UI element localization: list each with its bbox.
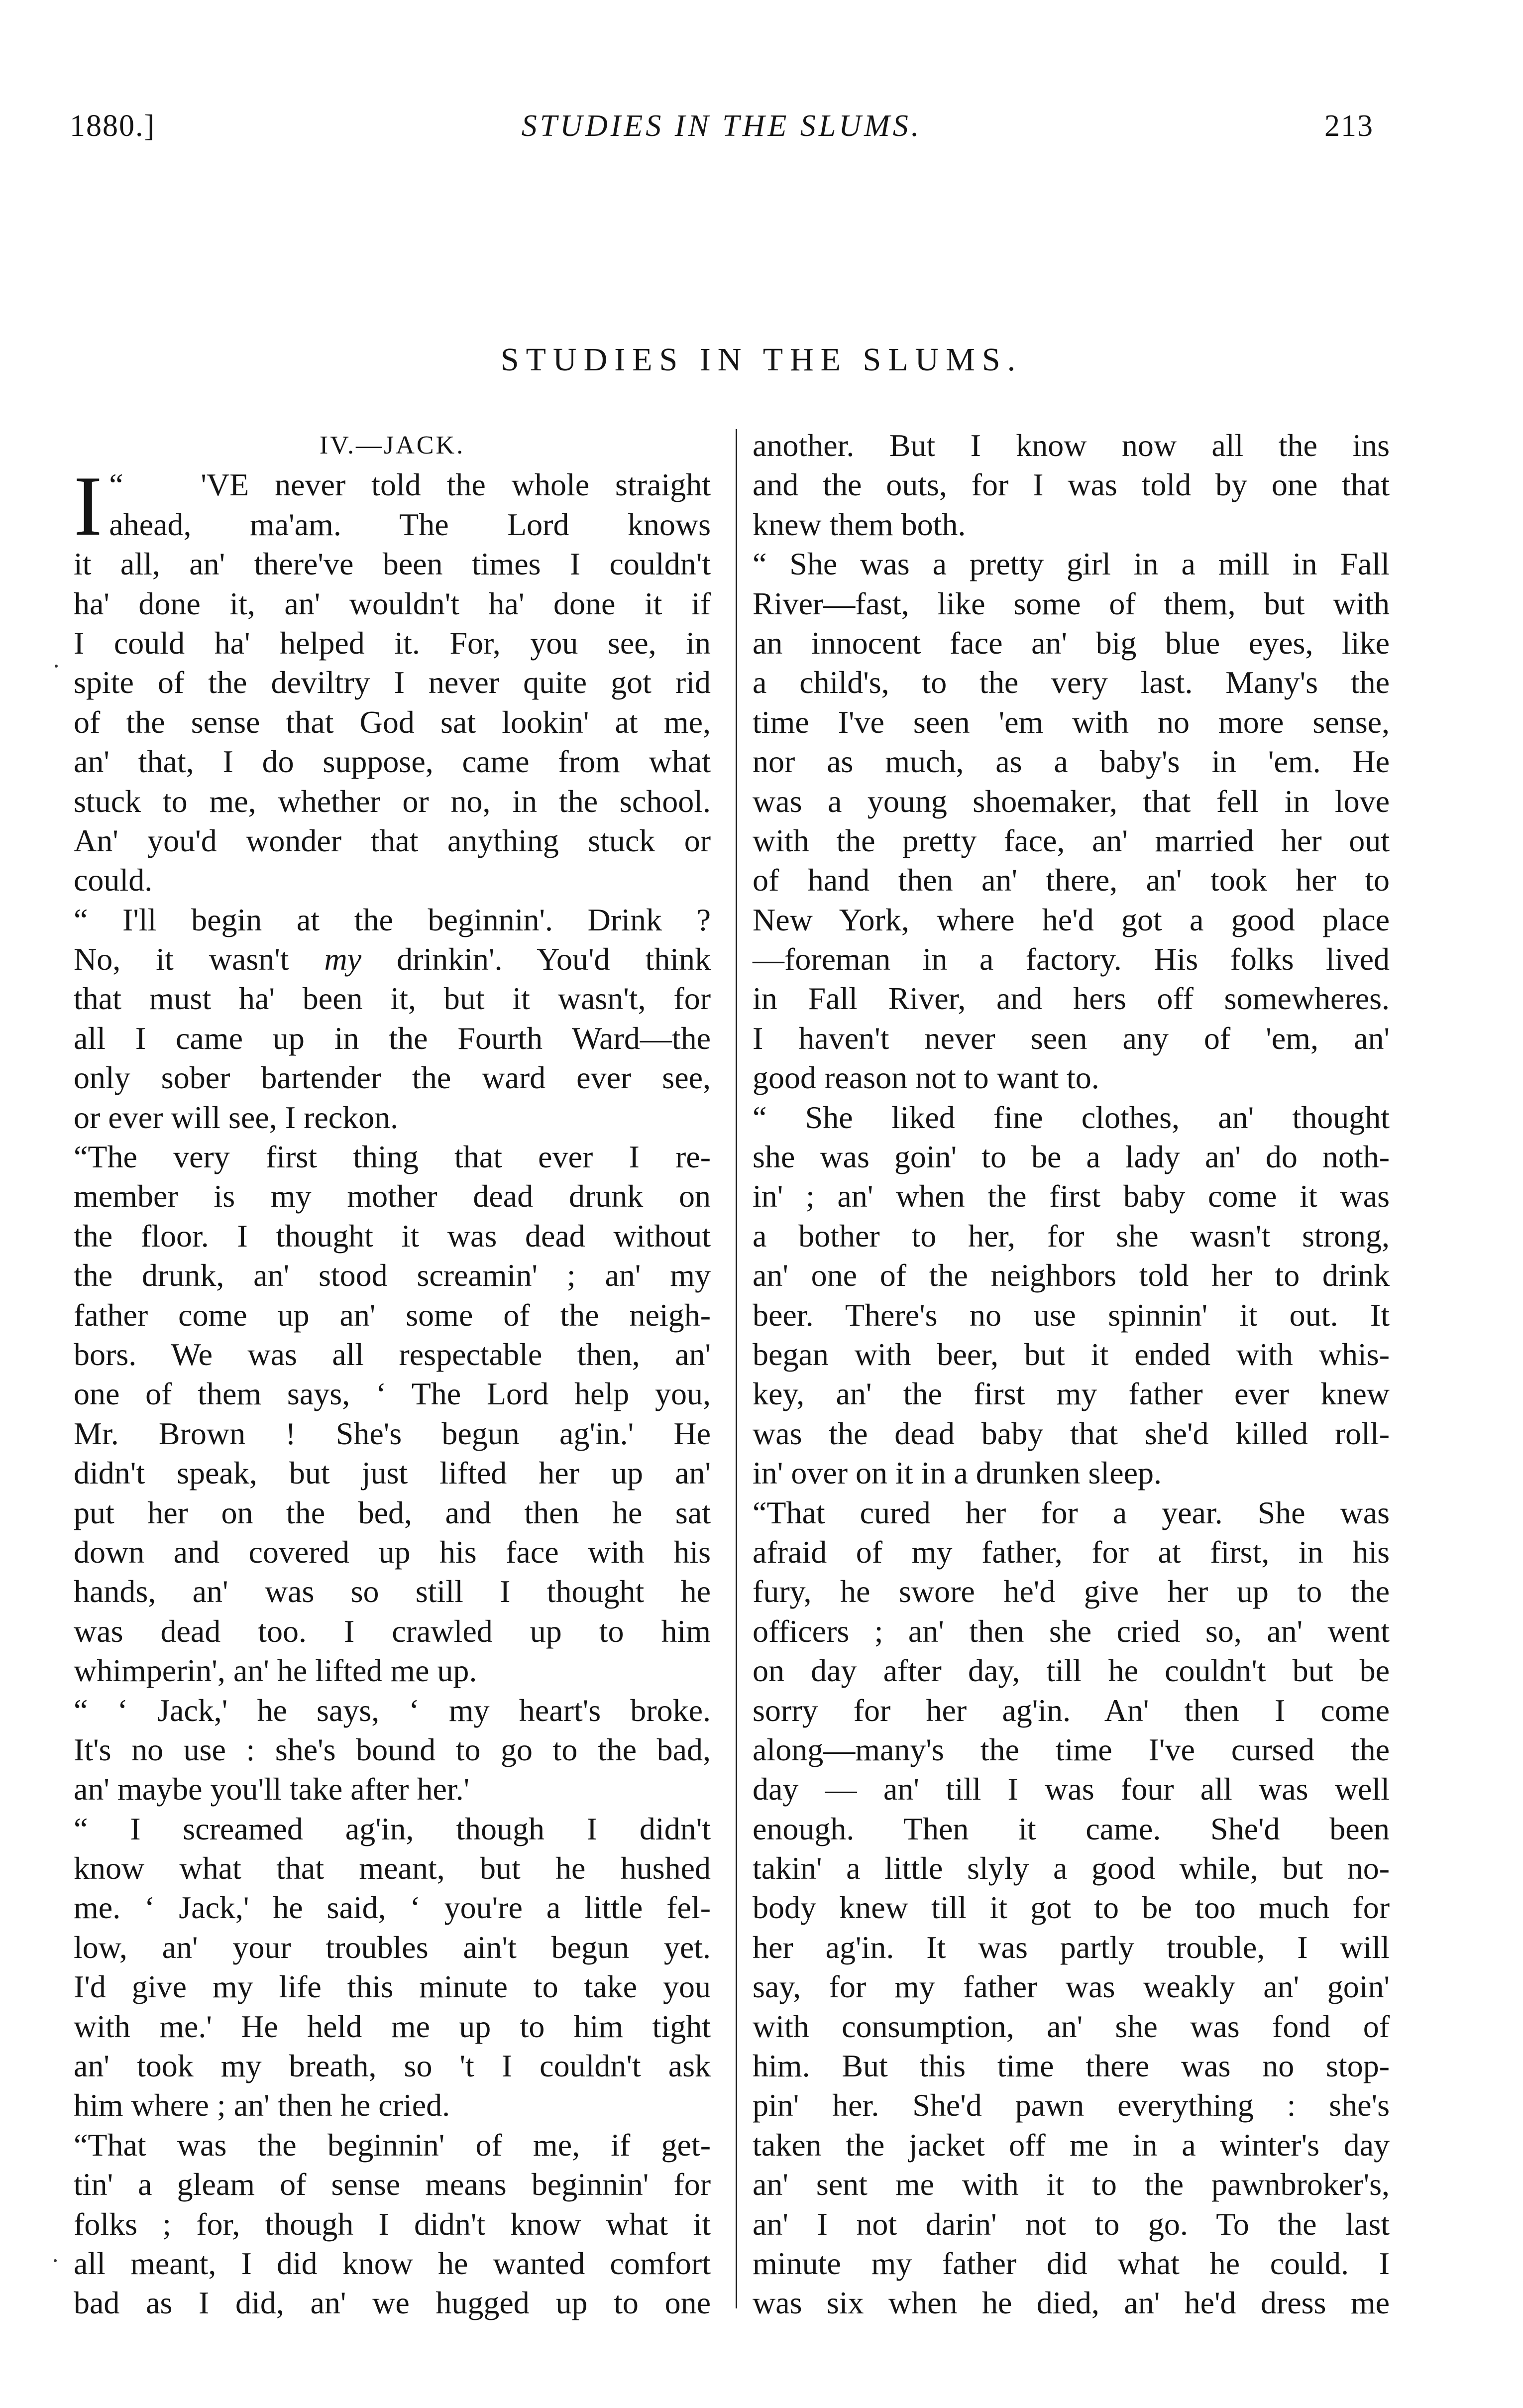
text-line: hands, an' was so still I thought he	[74, 1574, 711, 1609]
paragraph-lines	[74, 459, 711, 900]
text-line: the floor. I thought it was dead without	[74, 1218, 711, 1254]
paragraph	[753, 1493, 1390, 2323]
page-number: 213	[1324, 109, 1374, 143]
text-line: along—many's the time I've cursed the	[753, 1731, 1390, 1767]
text-line: know what that meant, but he hushed	[74, 1850, 711, 1886]
article-title: STUDIES IN THE SLUMS.	[500, 342, 1023, 378]
text-line: began with beer, but it ended with whis-	[753, 1336, 1390, 1372]
text-line: “That was the beginnin' of me, if get-	[74, 2127, 711, 2163]
text-line: only sober bartender the ward ever see,	[74, 1060, 711, 1096]
drop-cap: I	[74, 459, 103, 554]
text-line: was the dead baby that she'd killed roll-	[753, 1415, 1390, 1451]
text-line: one of them says, ‘ The Lord help you,	[74, 1376, 711, 1412]
text-line: —foreman in a factory. His folks lived	[753, 941, 1390, 977]
right-column	[753, 426, 1390, 2323]
text-line: River—fast, like some of them, but with	[753, 585, 1390, 621]
text-line: “The very first thing that ever I re-	[74, 1139, 711, 1175]
text-line: I could ha' helped it. For, you see, in	[74, 625, 711, 661]
text-line: the drunk, an' stood screamin' ; an' my	[74, 1258, 711, 1293]
running-head-title: STUDIES IN THE SLUMS.	[521, 109, 922, 143]
running-head-date: 1880.]	[70, 109, 156, 143]
text-line: father come up an' some of the neigh-	[74, 1297, 711, 1333]
text-line: knew them both.	[753, 506, 966, 542]
text-line: Mr. Brown ! She's begun ag'in.' He	[74, 1415, 711, 1451]
text-line: I'd give my life this minute to take you	[74, 1969, 711, 2005]
text-line: member is my mother dead drunk on	[74, 1178, 711, 1214]
paragraph	[74, 1691, 711, 1809]
text-line: of the sense that God sat lookin' at me,	[74, 704, 711, 740]
text-line: body knew till it got to be too much for	[753, 1890, 1390, 1926]
text-line: say, for my father was weakly an' goin'	[753, 1969, 1390, 2005]
text-line: ha' done it, an' wouldn't ha' done it if	[74, 585, 711, 621]
text-line: bad as I did, an' we hugged up to one	[74, 2285, 711, 2321]
text-line: “ I'll begin at the beginnin'. Drink ?	[74, 902, 711, 937]
paragraph	[74, 1137, 711, 1690]
text-line: could.	[74, 862, 153, 898]
text-line: “ She was a pretty girl in a mill in Fall	[753, 546, 1390, 582]
text-line: “ ‘ Jack,' he says, ‘ my heart's broke.	[74, 1692, 711, 1728]
paragraph	[753, 426, 1390, 544]
text-line: It's no use : she's bound to go to the bad,	[74, 1731, 711, 1767]
text-line: all I came up in the Fourth Ward—the	[74, 1020, 711, 1056]
text-line: beer. There's no use spinnin' it out. It	[753, 1297, 1390, 1333]
text-line: of hand then an' there, an' took her to	[753, 862, 1390, 898]
left-column	[74, 426, 711, 2323]
text-line: a bother to her, for she wasn't strong,	[753, 1218, 1390, 1254]
text-line: stuck to me, whether or no, in the school.	[74, 783, 711, 819]
column-divider	[736, 429, 737, 2308]
text-line: No, it wasn't my drinkin'. You'd think	[74, 941, 711, 977]
text-line: takin' a little slyly a good while, but no-	[753, 1850, 1390, 1886]
text-line: on day after day, till he couldn't but be	[753, 1653, 1390, 1689]
text-line: spite of the deviltry I never quite got rid	[74, 665, 711, 700]
text-line: me. ‘ Jack,' he said, ‘ you're a little fel-	[74, 1890, 711, 1926]
text-line: that must ha' been it, but it wasn't, for	[74, 981, 711, 1017]
text-line: fury, he swore he'd give her up to the	[753, 1574, 1390, 1609]
text-line: another. But I know now all the ins	[753, 428, 1390, 463]
paragraph	[74, 459, 711, 900]
text-line: all meant, I did know he wanted comfort	[74, 2245, 711, 2281]
stray-mark	[54, 2259, 57, 2262]
text-line: I haven't never seen any of 'em, an'	[753, 1020, 1390, 1056]
text-line: an' maybe you'll take after her.'	[74, 1771, 470, 1807]
text-line: she was goin' to be a lady an' do noth-	[753, 1139, 1390, 1175]
text-line: low, an' your troubles ain't begun yet.	[74, 1929, 711, 1965]
text-line: was a young shoemaker, that fell in love	[753, 783, 1390, 819]
text-line: folks ; for, though I didn't know what it	[74, 2206, 711, 2242]
paragraph	[753, 1098, 1390, 1493]
text-line: it all, an' there've been times I couldn't	[74, 546, 711, 582]
text-line: put her on the bed, and then he sat	[74, 1494, 711, 1530]
text-line: key, an' the first my father ever knew	[753, 1376, 1390, 1412]
text-line: down and covered up his face with his	[74, 1534, 711, 1570]
text-line: in Fall River, and hers off somewheres.	[753, 981, 1390, 1017]
text-line: a child's, to the very last. Many's the	[753, 665, 1390, 700]
text-line: “ I screamed ag'in, though I didn't	[74, 1811, 711, 1846]
running-head	[70, 109, 1374, 148]
text-line: or ever will see, I reckon.	[74, 1099, 399, 1135]
text-line: taken the jacket off me in a winter's day	[753, 2127, 1390, 2163]
text-line: “ She liked fine clothes, an' thought	[753, 1099, 1390, 1135]
text-line: him where ; an' then he cried.	[74, 2087, 450, 2123]
text-line: him. But this time there was no stop-	[753, 2048, 1390, 2084]
text-line: tin' a gleam of sense means beginnin' for	[74, 2167, 711, 2202]
text-line: An' you'd wonder that anything stuck or	[74, 822, 711, 858]
text-line: New York, where he'd got a good place	[753, 902, 1390, 937]
text-line: an innocent face an' big blue eyes, like	[753, 625, 1390, 661]
text-line: ahead, ma'am. The Lord knows	[109, 506, 711, 542]
text-line: an' that, I do suppose, came from what	[74, 744, 711, 780]
paragraph	[74, 2125, 711, 2323]
text-line: was dead too. I crawled up to him	[74, 1613, 711, 1649]
text-line: in' ; an' when the first baby come it was	[753, 1178, 1390, 1214]
text-line: an' one of the neighbors told her to drink	[753, 1258, 1390, 1293]
text-line: an' I not darin' not to go. To the last	[753, 2206, 1390, 2242]
paragraph	[74, 1809, 711, 2125]
text-line: minute my father did what he could. I	[753, 2245, 1390, 2281]
text-line: “That cured her for a year. She was	[753, 1494, 1390, 1530]
text-line: “ 'VE never told the whole straight	[109, 467, 711, 503]
stray-mark	[55, 665, 58, 668]
text-line: afraid of my father, for at first, in his	[753, 1534, 1390, 1570]
text-line: in' over on it in a drunken sleep.	[753, 1455, 1162, 1491]
text-line: enough. Then it came. She'd been	[753, 1811, 1390, 1846]
text-line: with consumption, an' she was fond of	[753, 2008, 1390, 2044]
text-line: nor as much, as a baby's in 'em. He	[753, 744, 1390, 780]
text-line: an' sent me with it to the pawnbroker's,	[753, 2167, 1390, 2202]
text-line: whimperin', an' he lifted me up.	[74, 1653, 477, 1689]
section-heading: IV.—JACK.	[319, 431, 465, 459]
text-line: pin' her. She'd pawn everything : she's	[753, 2087, 1390, 2123]
text-line: bors. We was all respectable then, an'	[74, 1336, 711, 1372]
text-line: with me.' He held me up to him tight	[74, 2008, 711, 2044]
paragraph	[753, 544, 1390, 1097]
text-line: good reason not to want to.	[753, 1060, 1099, 1096]
text-line: with the pretty face, an' married her out	[753, 822, 1390, 858]
paragraph	[74, 900, 711, 1137]
text-line: was six when he died, an' he'd dress me	[753, 2285, 1390, 2321]
text-line: didn't speak, but just lifted her up an'	[74, 1455, 711, 1491]
text-line: officers ; an' then she cried so, an' went	[753, 1613, 1390, 1649]
text-line: time I've seen 'em with no more sense,	[753, 704, 1390, 740]
text-line: and the outs, for I was told by one that	[753, 467, 1390, 503]
text-line: sorry for her ag'in. An' then I come	[753, 1692, 1390, 1728]
text-line: day — an' till I was four all was well	[753, 1771, 1390, 1807]
text-line: an' took my breath, so 't I couldn't ask	[74, 2048, 711, 2084]
text-line: her ag'in. It was partly trouble, I will	[753, 1929, 1390, 1965]
